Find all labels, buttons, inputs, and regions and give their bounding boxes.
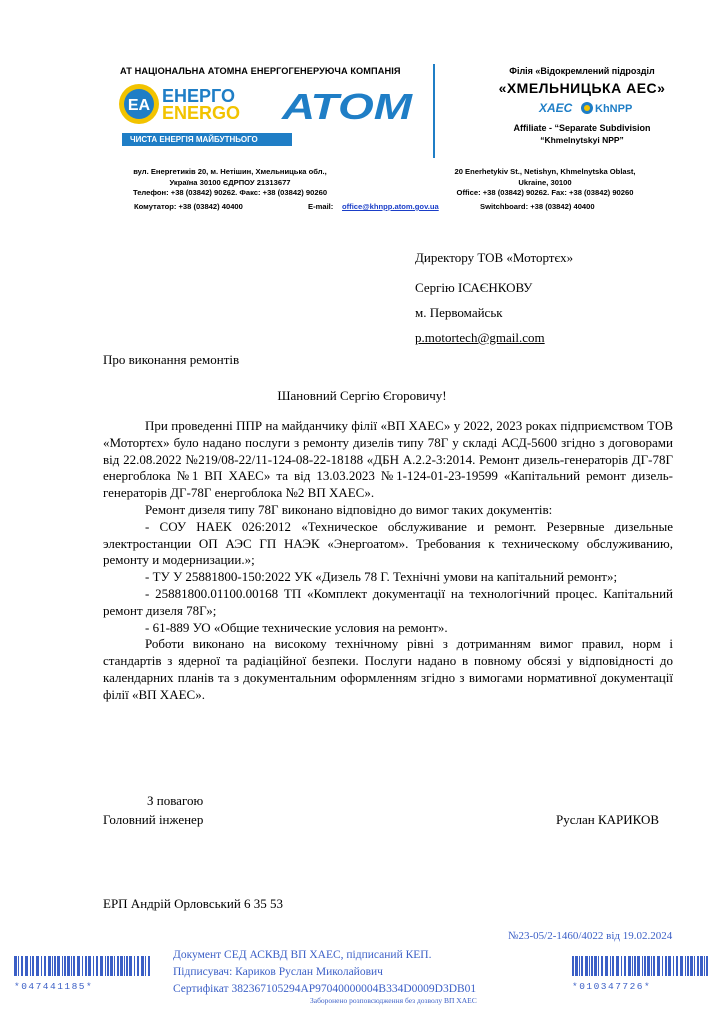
barcode-right-text: *010347726*	[572, 981, 652, 992]
address-en-line3: Office: +38 (03842) 90262. Fax: +38 (03842) 90260	[456, 188, 634, 197]
khnpp-logo-right: KhNPP	[595, 103, 633, 115]
distribution-note: Заборонено розповсюдження без дозволу ВП ХАЕС	[310, 996, 477, 1005]
branch-name-line1: Філія «Відокремлений підрозділ	[509, 66, 655, 76]
regards: З повагою	[147, 793, 204, 808]
recipient-line3: м. Первомайськ	[415, 305, 503, 320]
registration-number: №23-05/2-1460/4022 від 19.02.2024	[508, 930, 673, 942]
logo-text-bottom: ENERGO	[162, 103, 241, 123]
slogan: ЧИСТА ЕНЕРГІЯ МАЙБУТНЬОГО	[122, 133, 292, 146]
signature-info	[173, 947, 476, 998]
address-en-line2: Ukraine, 30100	[518, 177, 572, 187]
address-en	[410, 167, 680, 199]
khnpp-logo	[537, 99, 637, 117]
recipient-line2: Сергію ІСАЄНКОВУ	[415, 280, 533, 295]
switchboard-en: Switchboard: +38 (03842) 40400	[480, 202, 595, 211]
letter-body	[103, 418, 673, 704]
logo-text-atom: АТОМ	[280, 86, 414, 127]
barcode-right	[572, 956, 710, 992]
khnpp-logo-left: ХАЕС	[539, 101, 573, 115]
paragraph: Ремонт дизеля типу 78Г виконано відповідно до вимог таких документів:	[145, 501, 553, 517]
company-name: АТ НАЦІОНАЛЬНА АТОМНА ЕНЕРГОГЕНЕРУЮЧА КОМПАНІЯ	[120, 66, 401, 76]
address-ua	[82, 167, 378, 199]
signature-info-line2: Підписувач: Кариков Руслан Миколайович	[173, 966, 383, 978]
recipient-email[interactable]: p.motortech@gmail.com	[415, 330, 545, 345]
paragraph: - 25881800.01100.00168 ТП «Комплект документації на технологічний процес. Капітальний ремонт дизеля 78Г»;	[103, 585, 673, 618]
letter-subject: Про виконання ремонтів	[103, 352, 240, 367]
signature-info-line1: Документ СЕД АСКВД ВП ХАЕС, підписаний КЕП.	[173, 949, 432, 961]
switchboard-ua: Комутатор: +38 (03842) 40400	[134, 202, 243, 211]
address-ua-line1: вул. Енергетиків 20, м. Нетішин, Хмельницька обл.,	[133, 167, 327, 176]
logo-letter: ЕА	[127, 97, 151, 114]
header-divider	[433, 64, 435, 158]
executor: ЕРП Андрій Орловський 6 35 53	[103, 896, 284, 911]
logo-text-top: ЕНЕРГО	[162, 86, 235, 106]
recipient-line1: Директору ТОВ «Мотортєх»	[415, 250, 574, 265]
barcode-left	[14, 956, 152, 992]
paragraph: - 61-889 УО «Общие технические условия на ремонт».	[145, 619, 448, 635]
salutation: Шановний Сергію Єгоровичу!	[277, 388, 447, 403]
barcode-left-text: *047441185*	[14, 981, 94, 992]
signer-name: Руслан КАРИКОВ	[556, 812, 660, 827]
email-label: E-mail:	[308, 202, 334, 211]
address-ua-line3: Телефон: +38 (03842) 90262. Факс: +38 (03842) 90260	[132, 188, 328, 197]
signature-info-line3: Сертифікат 382367105294AP97040000004B334D0009D3DB01	[173, 983, 477, 995]
signer-position: Головний інженер	[103, 812, 204, 827]
paragraph: При проведенні ППР на майданчику філії «ВП ХАЕС» у 2022, 2023 роках підприємством ТОВ «Мотортєх» було надано послуги з ремонту дизелів типу 78Г у складі АСД-5600 згідно з договорами від 22.08.2022 №219/08-22/11-124-08-22-18188 «ДБН А.2.2-3:2014. Ремонт дизель-генераторів ДГ-78Г енергоблока №1 ВП ХАЕС» та від 13.03.2023 №1-124-01-23-19599 «Капітальний ремонт дизель-генераторів ДГ-78Г енергоблока №2 ВП ХАЕС».	[103, 418, 673, 501]
branch-name-line2: «ХМЕЛЬНИЦЬКА АЕС»	[498, 80, 666, 96]
affiliate-line1: Affiliate - “Separate Subdivision	[513, 123, 651, 133]
paragraph: Роботи виконано на високому технічному рівні з дотриманням вимог правил, норм і стандартів з ядерної та радіаційної безпеки. Послуги надано в повному обсязі у відповідності до календарних планів та з документальним оформленням згідно з вимогами нормативної документації філії «ВП ХАЕС».	[103, 636, 673, 702]
affiliate-line2: “Khmelnytskyi NPP”	[540, 135, 624, 145]
address-ua-line2: Україна 30100 ЄДРПОУ 21313677	[169, 177, 291, 187]
paragraph: - СОУ НАЕК 026:2012 «Техническое обслуживание и ремонт. Резервные дизельные электростанции ОП АЭС ГП НАЭК «Энергоатом». Требования к техническому обслуживанию, ремонту и модернизации.»;	[103, 518, 673, 568]
address-en-line1: 20 Enerhetykiv St., Netishyn, Khmelnytska Oblast,	[454, 167, 636, 176]
email-link[interactable]: office@khnpp.atom.gov.ua	[342, 202, 439, 211]
paragraph: - ТУ У 25881800-150:2022 УК «Дизель 78 Г. Технічні умови на капітальний ремонт»;	[145, 569, 618, 585]
